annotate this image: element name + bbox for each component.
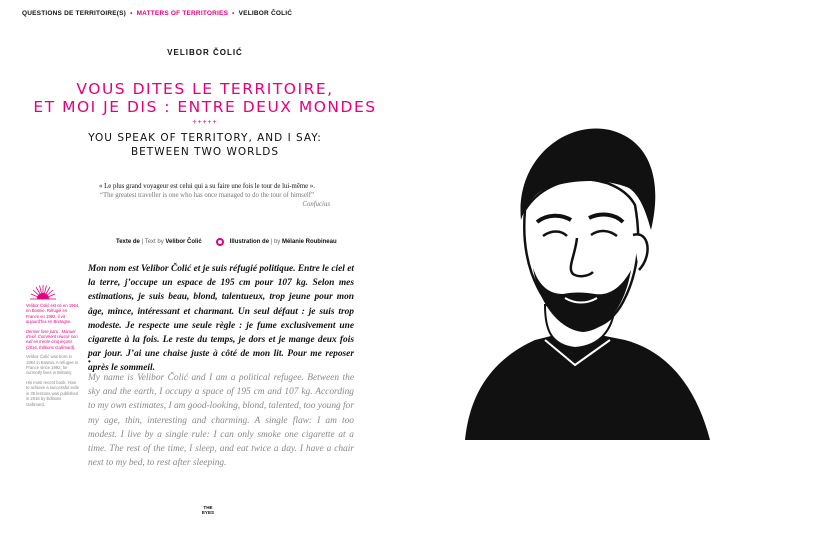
latest-book-english: His most recent book, How to achieve a successful exile in 35 lessons was published in 2016 by Éditions Gallimard. [26,379,80,407]
logo-line: THE [203,505,213,510]
breadcrumb-section-en: MATTERS OF TERRITORIES [136,10,229,17]
illustration-credit-label-en: | by [270,239,281,245]
breadcrumb-separator: • [232,10,235,17]
epigraph [60,182,354,209]
title-english-line: YOU SPEAK OF TERRITORY, AND I SAY: [88,132,322,144]
title-french-line: VOUS DITES LE TERRITOIRE, [76,80,334,98]
title-english-line: BETWEEN TWO WORLDS [130,146,280,158]
bio-french: Velibor Čolić est né en 1964, en Bosnie. Réfugié en France en 1992, il vit aujourd’hui en Bretagne. [26,303,80,325]
author-bio-sidebar [26,284,80,411]
credits [116,238,337,246]
title-french [0,80,410,116]
breadcrumb-author: VELIBOR ČOLIĆ [238,10,293,17]
ornament: +++++ [192,119,218,126]
author-heading: VELIBOR ČOLIĆ [167,48,243,57]
epigraph-fr: « Le plus grand voyageur est celui qui a su faire une fois le tour de lui-même ». [99,183,315,190]
illustration-credit-author: Mélanie Roubineau [281,239,337,245]
the-eyes-logo [200,505,216,516]
bio-english: Velibor Čolić was born in 1964 in Bosnia. A refugee in France since 1992, he currently lives in Brittany. [26,354,79,376]
text-credit-author: Velibor Čolić [165,239,202,245]
illustration-credit-label: Illustration de [229,239,270,245]
title-french-line: ET MOI JE DIS : ENTRE DEUX MONDES [33,98,377,116]
epigraph-attribution: Confucius [302,201,330,208]
body-text-english: My name is Velibor Čolić and I am a political refugee. Between the sky and the earth, I occupy a space of 195 cm and 107 kg. According to my own estimates, I am good-looking, blond, talented, too young for my age, thin, interesting and charming. A single flaw: I am too modest. I live by a single rule: I can only smoke one cigarette at a time. The rest of the time, I sleep, and eat twice a day. I have a chair next to my bed, to rest after sleeping. [88,373,354,469]
breadcrumb-section-fr: QUESTIONS DE TERRITOIRE(S) [22,10,127,17]
text-credit-label: Texte de [116,239,140,245]
breadcrumb-separator: • [130,10,133,17]
sunburst-icon [28,284,58,300]
logo-line: EYES [201,510,215,516]
circle-icon [216,238,224,246]
latest-book-french: Dernier livre paru : Manuel d’exil. Comment réussir son exil en trente-cinq leçons (2016, Éditions Gallimard). [26,328,78,350]
breadcrumb [22,10,292,17]
epigraph-en: “The greatest traveller is one who has once managed to do the tour of himself” [99,192,315,199]
body-text-french: Mon nom est Velibor Čolić et je suis réfugié politique. Entre le ciel et la terre, j’occupe un espace de 195 cm pour 107 kg. Selon mes estimations, je suis beau, blond, talentueux, trop jeune pour mon âge, mince, intéressant et charmant. Un seul défaut : je suis trop modeste. Je respecte une seule règle : je fume exclusivement une cigarette à la fois. Le reste du temps, je dors et je mange deux fois par jour. J’ai une chaise juste à côté de mon lit. Pour me reposer après le sommeil. [88,264,354,374]
title-english [0,131,410,159]
bullet-separator: • [88,357,91,366]
portrait-illustration [425,90,715,440]
text-credit-label-en: | Text by [141,239,164,245]
